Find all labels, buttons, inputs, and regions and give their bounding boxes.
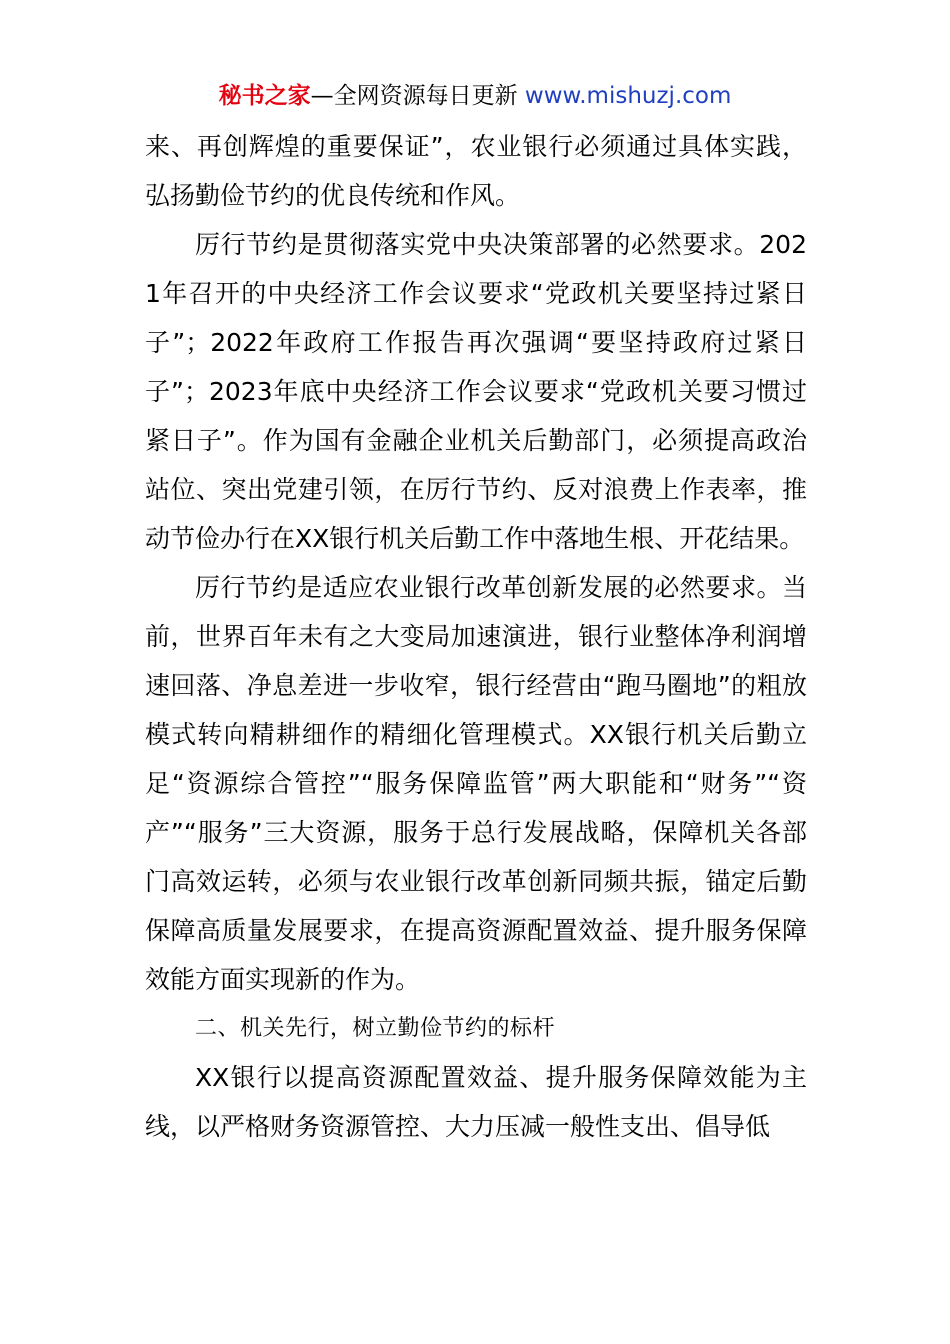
document-body <box>145 122 807 1151</box>
paragraph-policy-requirement: 厉行节约是贯彻落实党中央决策部署的必然要求。2021年召开的中央经济工作会议要求“党政机关要坚持过紧日子”；2022年政府工作报告再次强调“要坚持政府过紧日子”；2023年底中央经济工作会议要求“党政机关要习惯过紧日子”。作为国有金融企业机关后勤部门，必须提高政治站位、突出党建引领，在厉行节约、反对浪费上作表率，推动节俭办行在XX银行机关后勤工作中落地生根、开花结果。 <box>145 230 807 553</box>
brand-name: 秘书之家 <box>218 83 311 109</box>
site-header <box>0 80 950 112</box>
paragraph-reform-requirement: 厉行节约是适应农业银行改革创新发展的必然要求。当前，世界百年未有之大变局加速演进，银行业整体净利润增速回落、净息差进一步收窄，银行经营由“跑马圈地”的粗放模式转向精耕细作的精细化管理模式。XX银行机关后勤立足“资源综合管控”“服务保障监管”两大职能和“财务”“资产”“服务”三大资源，服务于总行发展战略，保障机关各部门高效运转，必须与农业银行改革创新同频共振，锚定后勤保障高质量发展要求，在提高资源配置效益、提升服务保障效能方面实现新的作为。 <box>145 573 807 994</box>
section-heading: 二、机关先行，树立勤俭节约的标杆 <box>195 1016 556 1041</box>
paragraph-section-intro: XX银行以提高资源配置效益、提升服务保障效能为主线，以严格财务资源管控、大力压减一般性支出、倡导低 <box>145 1063 807 1141</box>
paragraph-continued: 来、再创辉煌的重要保证”，农业银行必须通过具体实践，弘扬勤俭节约的优良传统和作风。 <box>145 132 807 210</box>
header-tagline: —全网资源每日更新 <box>310 83 525 109</box>
site-url[interactable]: www.mishuzj.com <box>524 83 732 109</box>
